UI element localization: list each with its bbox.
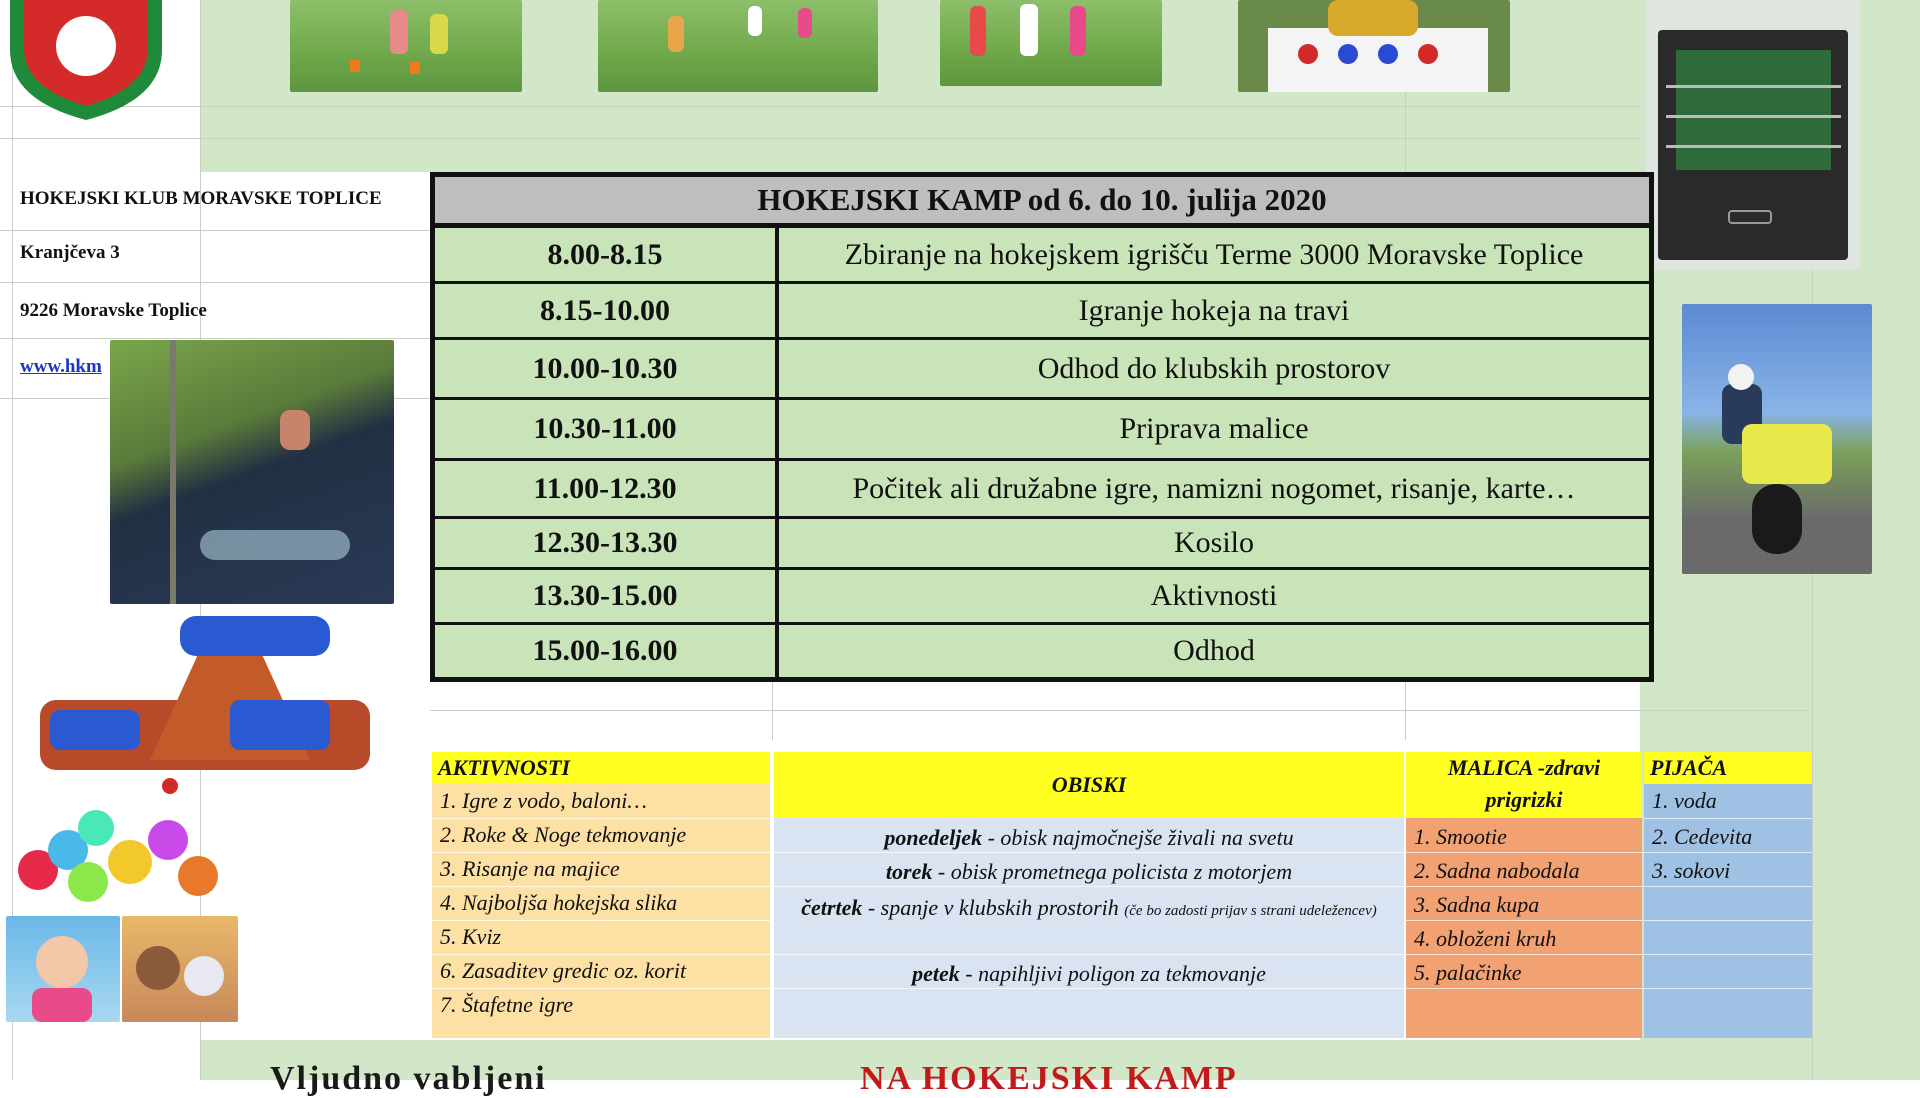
schedule-row <box>435 625 1649 677</box>
pijaca-item: 1. voda <box>1652 788 1717 813</box>
schedule-row <box>435 228 1649 284</box>
schedule-row <box>435 519 1649 570</box>
schedule-row <box>435 570 1649 625</box>
aktivnosti-item: 5. Kviz <box>440 924 502 949</box>
club-address-city: 9226 Moravske Toplice <box>20 300 207 321</box>
aktivnosti-item: 3. Risanje na majice <box>440 856 620 881</box>
obiski-item <box>774 958 1404 990</box>
gridline <box>0 106 1640 107</box>
schedule-activity: Kosilo <box>1173 526 1254 559</box>
schedule-time: 10.00-10.30 <box>435 340 779 397</box>
club-address-street: Kranjčeva 3 <box>20 242 120 263</box>
photo-water-balloons <box>8 800 238 910</box>
photo-foosball-table <box>1646 0 1860 270</box>
schedule-activity: Priprava malice <box>1119 412 1309 445</box>
obiski-text: - obisk najmočnejše živali na svetu <box>982 825 1294 850</box>
gridline <box>430 710 1810 711</box>
obiski-day: četrtek <box>801 895 863 920</box>
gridline <box>0 138 1640 139</box>
photo-police-motorcycle <box>1682 304 1872 574</box>
footer-camp-text: NA HOKEJSKI KAMP <box>860 1060 1238 1097</box>
pijaca-item: 2. Cedevita <box>1652 824 1753 849</box>
schedule-activity: Počitek ali družabne igre, namizni nogomet, risanje, karte… <box>852 471 1576 505</box>
schedule-activity: Aktivnosti <box>1150 579 1278 612</box>
club-website-link[interactable]: www.hkm <box>20 356 102 377</box>
photo-kids-group <box>940 0 1162 86</box>
schedule-row <box>435 461 1649 519</box>
obiski-item <box>774 856 1404 888</box>
schedule-time: 8.00-8.15 <box>435 228 779 281</box>
malica-item: 3. Sadna kupa <box>1414 892 1540 917</box>
gridline <box>0 338 430 339</box>
schedule-activity: Odhod do klubskih prostorov <box>1037 351 1391 385</box>
schedule-time: 10.30-11.00 <box>435 400 779 458</box>
obiski-item <box>774 894 1404 925</box>
aktivnosti-item: 4. Najboljša hokejska slika <box>440 890 678 915</box>
schedule-activity: Igranje hokeja na travi <box>1078 293 1350 327</box>
malica-item: 2. Sadna nabodala <box>1414 858 1580 883</box>
gridline <box>772 680 773 740</box>
obiski-column <box>774 752 1404 1038</box>
photo-twister-game <box>1238 0 1510 92</box>
aktivnosti-item: 1. Igre z vodo, baloni… <box>440 788 647 813</box>
obiski-note: (če bo zadosti prijav s strani udeležencev) <box>1124 903 1377 919</box>
aktivnosti-item: 6. Zasaditev gredic oz. korit <box>440 958 687 983</box>
footer-invite-text: Vljudno vabljeni <box>270 1060 547 1097</box>
schedule-time: 8.15-10.00 <box>435 284 779 337</box>
photo-field-race <box>598 0 878 92</box>
schedule-table <box>430 172 1654 682</box>
club-name: HOKEJSKI KLUB MORAVSKE TOPLICE <box>20 188 382 209</box>
schedule-row <box>435 340 1649 400</box>
schedule-time: 11.00-12.30 <box>435 461 779 516</box>
obiski-header: OBISKI <box>774 752 1404 818</box>
obiski-text: - obisk prometnega policista z motorjem <box>932 859 1293 884</box>
gridline <box>1405 680 1406 740</box>
schedule-activity: Zbiranje na hokejskem igrišču Terme 3000 Moravske Toplice <box>844 237 1584 271</box>
malica-header-line2: prigrizki <box>1485 787 1563 812</box>
schedule-row <box>435 284 1649 340</box>
malica-item: 1. Smootie <box>1414 824 1507 849</box>
obiski-text: - spanje v klubskih prostorih <box>862 895 1119 920</box>
malica-header <box>1406 752 1642 818</box>
aktivnosti-item: 7. Štafetne igre <box>440 992 573 1017</box>
gridline <box>0 230 430 231</box>
schedule-activity: Odhod <box>1173 634 1255 667</box>
obiski-day: torek <box>885 859 933 884</box>
pijaca-item: 3. sokovi <box>1652 858 1731 883</box>
obiski-item <box>774 822 1404 854</box>
malica-item: 5. palačinke <box>1414 960 1522 985</box>
aktivnosti-column <box>432 752 770 1038</box>
photo-water-slide <box>110 340 394 604</box>
schedule-time: 13.30-15.00 <box>435 570 779 622</box>
aktivnosti-header: AKTIVNOSTI <box>432 752 770 784</box>
club-logo <box>6 0 166 122</box>
photo-kids-cones <box>290 0 522 92</box>
photo-kids-pool <box>6 916 120 1022</box>
obiski-day: ponedeljek <box>884 825 983 850</box>
photo-kids-balloon <box>122 916 238 1022</box>
aktivnosti-item: 2. Roke & Noge tekmovanje <box>440 822 687 847</box>
pijaca-header: PIJAČA <box>1644 752 1812 784</box>
schedule-row <box>435 400 1649 461</box>
pijaca-column <box>1644 752 1812 1038</box>
malica-header-line1: MALICA -zdravi <box>1447 755 1601 780</box>
photo-inflatable-obstacle <box>30 610 376 798</box>
schedule-title: HOKEJSKI KAMP od 6. do 10. julija 2020 <box>435 177 1649 228</box>
malica-item: 4. obloženi kruh <box>1414 926 1557 951</box>
obiski-text: - napihljivi poligon za tekmovanje <box>959 961 1266 986</box>
gridline <box>0 282 430 283</box>
schedule-time: 15.00-16.00 <box>435 625 779 677</box>
schedule-time: 12.30-13.30 <box>435 519 779 567</box>
obiski-day: petek <box>912 961 960 986</box>
malica-column <box>1406 752 1642 1038</box>
